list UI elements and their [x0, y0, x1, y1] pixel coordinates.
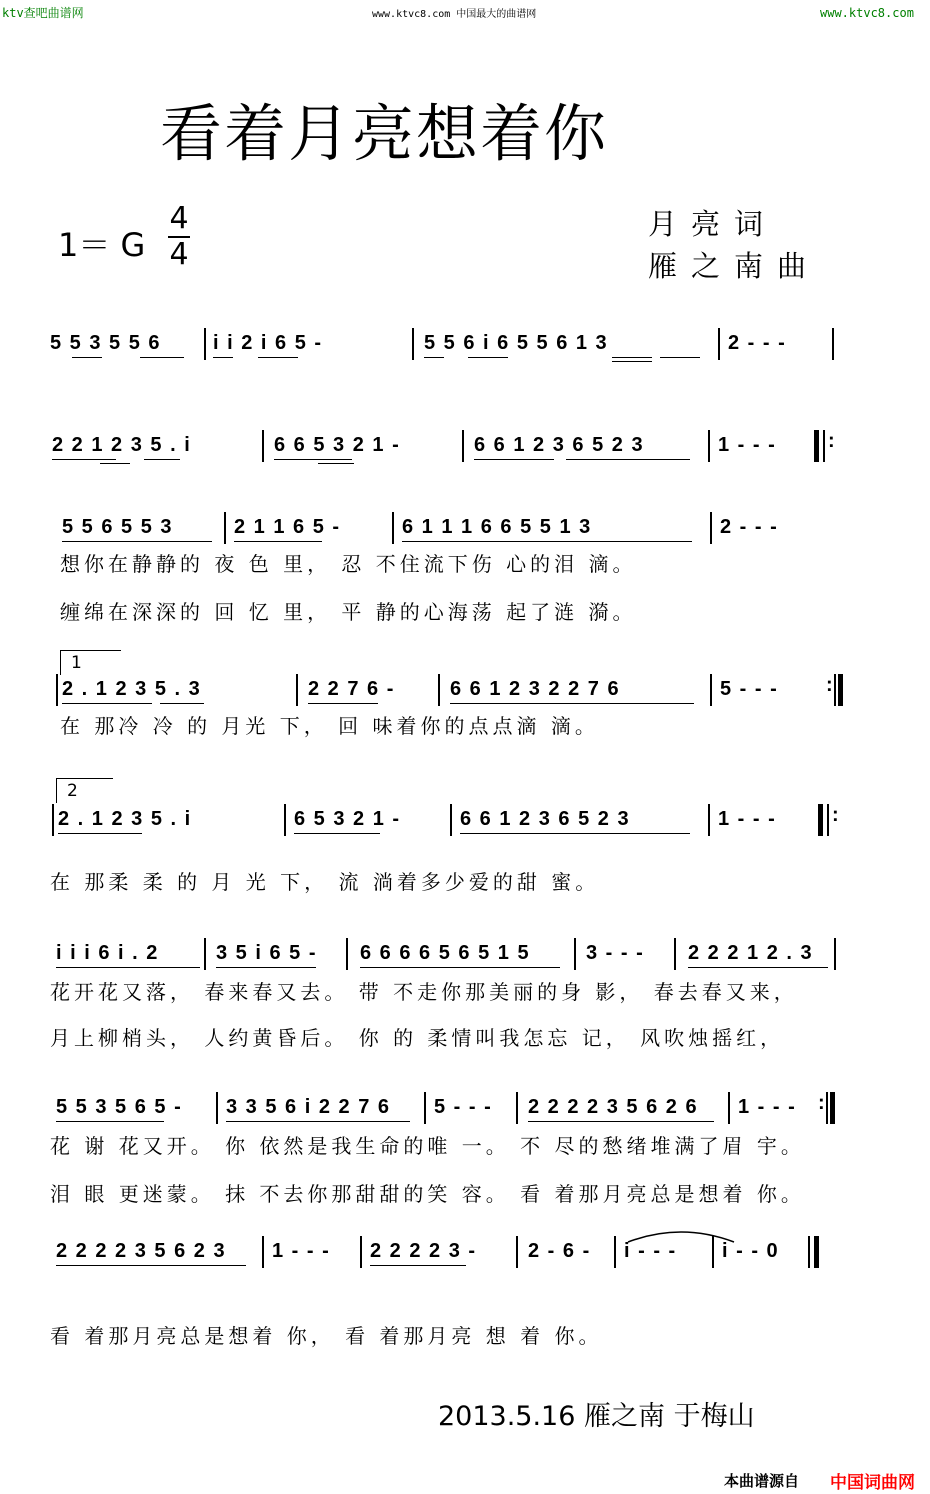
- barline: [574, 938, 576, 970]
- barline: [56, 674, 58, 706]
- lyric-chorus-1: 花开花又落， 春来春又去。 带 不走你那美丽的身 影， 春去春又来，: [50, 980, 798, 1004]
- beam: [294, 833, 380, 834]
- barline: [674, 938, 676, 970]
- barline: [216, 1092, 218, 1124]
- time-numerator: 4: [169, 201, 189, 236]
- beam: [140, 357, 184, 358]
- repeat-dots: :: [828, 430, 835, 452]
- barline: [296, 674, 298, 706]
- barline: [450, 804, 452, 836]
- measure-7-1: 5 5 3 5 6 5 -: [56, 1096, 183, 1118]
- barline: [516, 1092, 518, 1124]
- measure-8-2: 1 - - -: [272, 1240, 331, 1262]
- measure-6-2: 3 5 i 6 5 -: [216, 942, 317, 964]
- beam: [424, 357, 444, 358]
- beam: [72, 357, 102, 358]
- measure-3-4: 2 - - -: [720, 516, 779, 538]
- beam: [216, 967, 316, 968]
- measure-6-1: i i i 6 i . 2: [56, 942, 159, 964]
- header-center-text: www.ktvc8.com 中国最大的曲谱网: [372, 9, 537, 20]
- measure-8-4: 2 - 6 -: [528, 1240, 591, 1262]
- measure-4-3: 6 6 1 2 3 2 2 7 6: [450, 678, 621, 700]
- lyric-verse-1: 想你在静静的 夜 色 里， 忍 不住流下伤 心的泪 滴。: [60, 552, 637, 576]
- beam: [62, 541, 212, 542]
- beam: [56, 1265, 246, 1266]
- date-signature: 2013.5.16 雁之南 于梅山: [438, 1401, 755, 1432]
- time-denominator: 4: [169, 237, 189, 272]
- barline: [424, 1092, 426, 1124]
- repeat-end-thin-barline: [826, 1092, 828, 1124]
- composer-credit: 雁之南曲: [648, 249, 821, 283]
- beam: [213, 357, 233, 358]
- key-signature: 1＝ G: [58, 226, 146, 264]
- lyric-chorus-4: 泪 眼 更迷蒙。 抹 不去你那甜甜的笑 容。 看 着那月亮总是想着 你。: [50, 1182, 805, 1206]
- measure-5-1: 2 . 1 2 3 5 . i: [58, 808, 192, 830]
- song-title: 看着月亮想着你: [160, 97, 609, 170]
- barline: [708, 804, 710, 836]
- beam: [226, 1121, 410, 1122]
- repeat-dots: :: [818, 1092, 825, 1114]
- measure-2-2: 6 6 5 3 2 1 -: [274, 434, 401, 456]
- barline: [204, 938, 206, 970]
- measure-1-3: 5 5 6 i 6 5 5 6 1 3: [424, 332, 609, 354]
- header-right-text: www.ktvc8.com: [820, 6, 914, 20]
- measure-1-4: 2 - - -: [728, 332, 787, 354]
- beam: [234, 541, 322, 542]
- final-thin-barline: [808, 1236, 810, 1268]
- lyric-volta-2: 在 那柔 柔 的 月 光 下， 流 淌着多少爱的甜 蜜。: [50, 870, 600, 894]
- beam: [62, 703, 152, 704]
- beam: [450, 703, 694, 704]
- beam: [612, 357, 652, 358]
- measure-8-1: 2 2 2 2 3 5 6 2 3: [56, 1240, 227, 1262]
- measure-1-2: i i 2 i 6 5 -: [213, 332, 323, 354]
- repeat-end-thin-barline: [834, 674, 836, 706]
- beam: [160, 703, 204, 704]
- measure-6-3: 6 6 6 6 5 6 5 1 5: [360, 942, 531, 964]
- barline: [224, 512, 226, 544]
- repeat-start-barline: [818, 804, 823, 836]
- measure-6-5: 2 2 2 1 2 . 3: [688, 942, 814, 964]
- footer-site-name: 中国词曲网: [830, 1473, 915, 1493]
- repeat-start-barline: [814, 430, 819, 462]
- barline: [728, 1092, 730, 1124]
- beam: [258, 357, 298, 358]
- barline: [614, 1236, 616, 1268]
- lyric-verse-2: 缠绵在深深的 回 忆 里， 平 静的心海荡 起了涟 漪。: [60, 600, 637, 624]
- volta-bracket-2: [56, 778, 113, 803]
- measure-5-2: 6 5 3 2 1 -: [294, 808, 401, 830]
- repeat-dots: :: [832, 804, 839, 826]
- barline: [462, 430, 464, 462]
- header-left-text: ktv查吧曲谱网: [2, 6, 84, 20]
- measure-3-3: 6 1 1 1 6 6 5 5 1 3: [402, 516, 592, 538]
- repeat-end-barline: [838, 674, 843, 706]
- barline: [392, 512, 394, 544]
- beam: [468, 357, 508, 358]
- volta-bracket-1: [60, 650, 121, 675]
- measure-4-4: 5 - - -: [720, 678, 779, 700]
- beam: [612, 361, 652, 362]
- barline: [262, 430, 264, 462]
- beam: [566, 459, 690, 460]
- measure-7-4: 2 2 2 2 3 5 6 2 6: [528, 1096, 699, 1118]
- barline: [412, 328, 414, 360]
- measure-2-1: 2 2 1 2 3 5 . i: [52, 434, 192, 456]
- barline: [262, 1236, 264, 1268]
- repeat-end-barline: [830, 1092, 835, 1124]
- beam: [660, 357, 700, 358]
- lyric-chorus-3: 花 谢 花又开。 你 依然是我生命的唯 一。 不 尽的愁绪堆满了眉 宇。: [50, 1134, 805, 1158]
- barline: [346, 938, 348, 970]
- barline: [52, 804, 54, 836]
- measure-2-4: 1 - - -: [718, 434, 777, 456]
- repeat-dots: :: [826, 674, 833, 696]
- measure-7-2: 3 3 5 6 i 2 2 7 6: [226, 1096, 391, 1118]
- measure-8-3: 2 2 2 2 3 -: [370, 1240, 477, 1262]
- time-signature: [168, 202, 190, 272]
- barline: [708, 430, 710, 462]
- measure-1-1: 5 5 3 5 5 6: [50, 332, 162, 354]
- measure-5-3: 6 6 1 2 3 6 5 2 3: [460, 808, 631, 830]
- beam: [56, 1121, 164, 1122]
- lyric-ending: 看 着那月亮总是想着 你， 看 着那月亮 想 着 你。: [50, 1324, 603, 1348]
- barline: [834, 938, 836, 970]
- beam: [474, 459, 554, 460]
- measure-4-2: 2 2 7 6 -: [308, 678, 395, 700]
- tie-arc: [626, 1226, 736, 1244]
- measure-7-3: 5 - - -: [434, 1096, 493, 1118]
- beam: [56, 967, 200, 968]
- barline: [284, 804, 286, 836]
- repeat-start-thin-barline: [827, 804, 829, 836]
- beam: [144, 459, 180, 460]
- measure-3-1: 5 5 6 5 5 3: [62, 516, 174, 538]
- lyric-chorus-2: 月上柳梢头， 人约黄昏后。 你 的 柔情叫我怎忘 记， 风吹烛摇红，: [50, 1026, 785, 1050]
- beam: [460, 833, 690, 834]
- volta-number: 1: [71, 653, 82, 673]
- beam: [52, 459, 116, 460]
- volta-number: 2: [67, 781, 78, 801]
- lyric-volta-1: 在 那冷 冷 的 月光 下， 回 味着你的点点滴 滴。: [60, 714, 599, 738]
- beam: [274, 459, 352, 460]
- barline: [718, 328, 720, 360]
- barline: [360, 1236, 362, 1268]
- measure-4-1: 2 . 1 2 3 5 . 3: [62, 678, 202, 700]
- barline: [204, 328, 206, 360]
- barline: [710, 512, 712, 544]
- beam: [402, 541, 692, 542]
- beam: [360, 967, 560, 968]
- beam: [58, 833, 142, 834]
- beam: [100, 463, 130, 464]
- measure-3-2: 2 1 1 6 5 -: [234, 516, 341, 538]
- beam: [688, 967, 828, 968]
- repeat-start-thin-barline: [823, 430, 825, 462]
- beam: [318, 463, 354, 464]
- measure-8-5: i - - -: [624, 1240, 677, 1262]
- footer-source-label: 本曲谱源自: [724, 1472, 800, 1490]
- lyricist-credit: 月亮词: [648, 207, 778, 241]
- measure-5-4: 1 - - -: [718, 808, 777, 830]
- measure-8-6: i - - 0: [722, 1240, 780, 1262]
- barline: [710, 674, 712, 706]
- barline: [438, 674, 440, 706]
- barline: [516, 1236, 518, 1268]
- final-barline: [814, 1236, 819, 1268]
- barline: [832, 328, 834, 360]
- measure-7-5: 1 - - -: [738, 1096, 797, 1118]
- beam: [308, 703, 378, 704]
- beam: [370, 1265, 466, 1266]
- measure-6-4: 3 - - -: [586, 942, 645, 964]
- measure-2-3: 6 6 1 2 3 6 5 2 3: [474, 434, 645, 456]
- beam: [528, 1121, 714, 1122]
